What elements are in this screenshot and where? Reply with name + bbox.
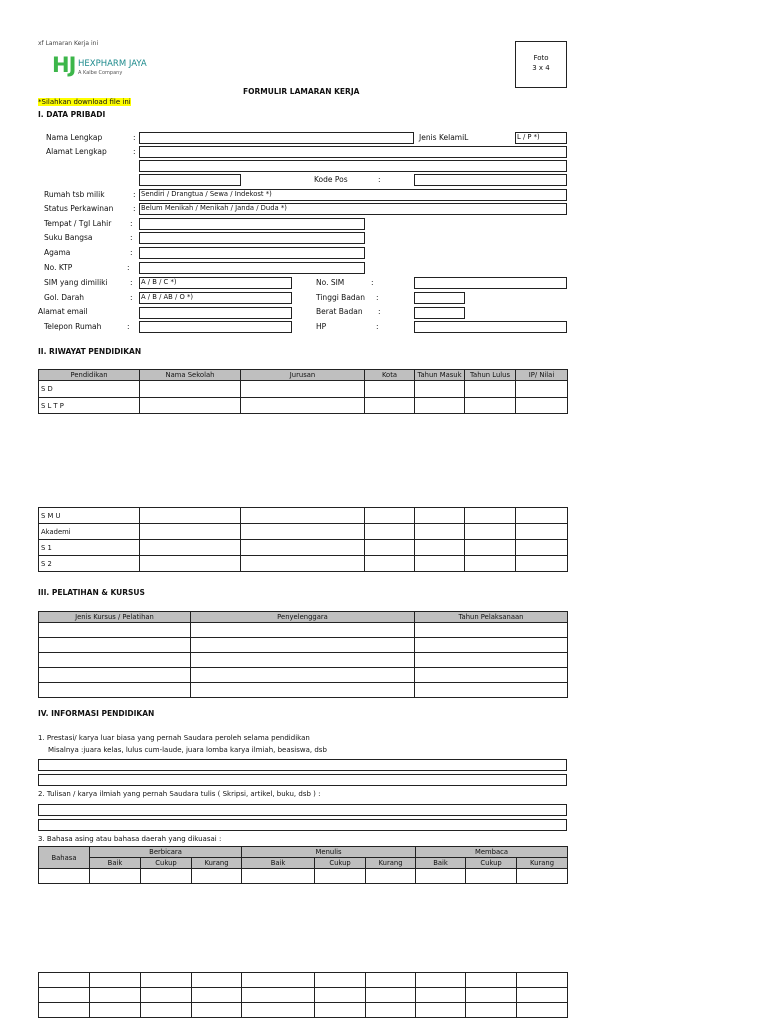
table-row[interactable] bbox=[39, 1003, 568, 1018]
table-cell[interactable] bbox=[415, 668, 568, 683]
suku-field[interactable] bbox=[139, 232, 365, 244]
table-cell[interactable] bbox=[141, 869, 192, 884]
table-cell[interactable] bbox=[415, 540, 465, 556]
col-header: Pendidikan bbox=[39, 370, 140, 381]
col-header: IP/ Nilai bbox=[516, 370, 568, 381]
label-nama: Nama Lengkap bbox=[46, 133, 103, 142]
col-header: Nama Sekolah bbox=[140, 370, 241, 381]
label-telepon: Telepon Rumah bbox=[44, 322, 102, 331]
colon: : bbox=[133, 204, 136, 213]
colon: : bbox=[130, 219, 133, 228]
answer-2-line-1[interactable] bbox=[38, 804, 567, 816]
table-cell[interactable] bbox=[365, 398, 415, 414]
col-header: Penyelenggara bbox=[191, 612, 415, 623]
col-header: Cukup bbox=[141, 858, 192, 869]
section-training-title: III. PELATIHAN & KURSUS bbox=[38, 588, 145, 597]
answer-2-line-2[interactable] bbox=[38, 819, 567, 831]
table-cell[interactable] bbox=[241, 524, 365, 540]
table-cell[interactable] bbox=[141, 988, 192, 1003]
col-header: Cukup bbox=[466, 858, 517, 869]
table-cell[interactable] bbox=[415, 508, 465, 524]
download-note[interactable]: *Silahkan download file ini bbox=[38, 98, 131, 106]
table-header-row bbox=[39, 612, 568, 623]
table-cell[interactable] bbox=[415, 683, 568, 698]
col-header: Cukup bbox=[315, 858, 366, 869]
table-cell[interactable] bbox=[192, 973, 242, 988]
table-cell[interactable] bbox=[315, 988, 366, 1003]
label-agama: Agama bbox=[44, 248, 71, 257]
form-title: FORMULIR LAMARAN KERJA bbox=[243, 87, 360, 96]
col-header: Tahun Lulus bbox=[465, 370, 516, 381]
col-header: Kurang bbox=[192, 858, 242, 869]
alamat-field-3[interactable] bbox=[139, 174, 241, 186]
colon: : bbox=[371, 278, 374, 287]
table-cell[interactable] bbox=[365, 524, 415, 540]
label-alamat: Alamat Lengkap bbox=[46, 147, 107, 156]
colon: : bbox=[133, 147, 136, 156]
table-cell[interactable] bbox=[465, 556, 516, 572]
table-cell[interactable] bbox=[366, 1003, 416, 1018]
table-cell[interactable] bbox=[241, 508, 365, 524]
table-cell[interactable] bbox=[465, 381, 516, 398]
col-header: Kurang bbox=[517, 858, 568, 869]
table-row[interactable] bbox=[39, 988, 568, 1003]
section-education-title: II. RIWAYAT PENDIDIKAN bbox=[38, 347, 142, 356]
jenis-kelamin-field[interactable]: L / P *) bbox=[515, 132, 567, 144]
col-header: Bahasa bbox=[39, 847, 90, 869]
label-status: Status Perkawinan bbox=[44, 204, 114, 213]
education-table-top bbox=[38, 369, 568, 414]
table-cell[interactable] bbox=[90, 869, 141, 884]
label-suku: Suku Bangsa bbox=[44, 233, 93, 242]
table-cell[interactable] bbox=[242, 1003, 315, 1018]
table-cell[interactable] bbox=[39, 668, 191, 683]
photo-size: 3 x 4 bbox=[532, 64, 550, 72]
col-header: Kurang bbox=[366, 858, 416, 869]
photo-label: Foto bbox=[533, 54, 549, 62]
table-cell[interactable] bbox=[191, 668, 415, 683]
photo-box[interactable] bbox=[515, 41, 567, 88]
table-cell[interactable] bbox=[415, 398, 465, 414]
table-cell[interactable] bbox=[466, 988, 517, 1003]
training-table bbox=[38, 611, 568, 698]
label-berat: Berat Badan bbox=[316, 307, 363, 316]
table-cell[interactable] bbox=[241, 556, 365, 572]
table-cell[interactable] bbox=[140, 508, 241, 524]
table-cell[interactable] bbox=[517, 988, 568, 1003]
rumah-field[interactable]: Sendiri / Drangtua / Sewa / Indekost *) bbox=[139, 189, 567, 201]
table-row[interactable] bbox=[39, 524, 568, 540]
label-email: Alamat email bbox=[38, 307, 88, 316]
table-cell[interactable] bbox=[466, 869, 517, 884]
row-label: S M U bbox=[39, 508, 140, 524]
table-cell[interactable] bbox=[366, 869, 416, 884]
table-cell[interactable] bbox=[191, 623, 415, 638]
language-table-continued bbox=[38, 972, 568, 1018]
darah-field[interactable]: A / B / AB / O *) bbox=[139, 292, 292, 304]
table-cell[interactable] bbox=[191, 638, 415, 653]
table-row[interactable] bbox=[39, 398, 568, 414]
table-cell[interactable] bbox=[516, 540, 568, 556]
hp-field[interactable] bbox=[414, 321, 567, 333]
answer-1-line-1[interactable] bbox=[38, 759, 567, 771]
label-ktp: No. KTP bbox=[44, 263, 73, 272]
table-cell[interactable] bbox=[242, 869, 315, 884]
table-cell[interactable] bbox=[366, 973, 416, 988]
col-header: Baik bbox=[416, 858, 466, 869]
table-cell[interactable] bbox=[516, 524, 568, 540]
table-cell[interactable] bbox=[517, 973, 568, 988]
col-header: Jenis Kursus / Pelatihan bbox=[39, 612, 191, 623]
question-3: 3. Bahasa asing atau bahasa daerah yang dikuasai : bbox=[38, 835, 222, 843]
table-cell[interactable] bbox=[416, 1003, 466, 1018]
table-header-row bbox=[39, 847, 568, 858]
table-row[interactable] bbox=[39, 540, 568, 556]
table-cell[interactable] bbox=[192, 1003, 242, 1018]
label-no-sim: No. SIM bbox=[316, 278, 345, 287]
table-row[interactable] bbox=[39, 683, 568, 698]
group-header: Berbicara bbox=[90, 847, 242, 858]
section-info-title: IV. INFORMASI PENDIDIKAN bbox=[38, 709, 155, 718]
table-cell[interactable] bbox=[39, 1003, 90, 1018]
question-1-hint: Misalnya :juara kelas, lulus cum-laude, juara lomba karya ilmiah, beasiswa, dsb bbox=[48, 746, 327, 754]
table-cell[interactable] bbox=[191, 683, 415, 698]
colon: : bbox=[130, 233, 133, 242]
table-cell[interactable] bbox=[39, 638, 191, 653]
question-1: 1. Prestasi/ karya luar biasa yang pernah Saudara peroleh selama pendidikan bbox=[38, 734, 310, 742]
group-header: Membaca bbox=[416, 847, 568, 858]
colon: : bbox=[127, 322, 130, 331]
table-row[interactable] bbox=[39, 556, 568, 572]
table-cell[interactable] bbox=[192, 988, 242, 1003]
colon: : bbox=[130, 293, 133, 302]
table-cell[interactable] bbox=[466, 1003, 517, 1018]
col-header: Tahun Masuk bbox=[415, 370, 465, 381]
table-cell[interactable] bbox=[140, 381, 241, 398]
table-cell[interactable] bbox=[242, 988, 315, 1003]
table-cell[interactable] bbox=[517, 869, 568, 884]
table-cell[interactable] bbox=[415, 381, 465, 398]
table-cell[interactable] bbox=[315, 973, 366, 988]
language-table bbox=[38, 846, 568, 884]
logo-name: HEXPHARM JAYA bbox=[78, 59, 147, 69]
ktp-field[interactable] bbox=[139, 262, 365, 274]
table-cell[interactable] bbox=[365, 381, 415, 398]
label-rumah: Rumah tsb milik bbox=[44, 190, 105, 199]
table-cell[interactable] bbox=[192, 869, 242, 884]
colon: : bbox=[130, 248, 133, 257]
label-jenis-kelamin: Jenis KelamiL bbox=[419, 133, 469, 142]
colon: : bbox=[130, 278, 133, 287]
table-cell[interactable] bbox=[516, 381, 568, 398]
table-cell[interactable] bbox=[415, 524, 465, 540]
table-cell[interactable] bbox=[140, 556, 241, 572]
colon: : bbox=[127, 263, 130, 272]
table-cell[interactable] bbox=[466, 973, 517, 988]
table-cell[interactable] bbox=[90, 973, 141, 988]
table-row[interactable] bbox=[39, 381, 568, 398]
email-field[interactable] bbox=[139, 307, 292, 319]
table-cell[interactable] bbox=[465, 508, 516, 524]
table-cell[interactable] bbox=[242, 973, 315, 988]
table-cell[interactable] bbox=[416, 988, 466, 1003]
table-cell[interactable] bbox=[365, 508, 415, 524]
table-cell[interactable] bbox=[517, 1003, 568, 1018]
alamat-field-2[interactable] bbox=[139, 160, 567, 172]
table-row[interactable] bbox=[39, 668, 568, 683]
col-header: Baik bbox=[90, 858, 141, 869]
table-row[interactable] bbox=[39, 638, 568, 653]
table-cell[interactable] bbox=[465, 524, 516, 540]
company-logo bbox=[52, 53, 75, 77]
row-label: S L T P bbox=[39, 398, 140, 414]
label-hp: HP bbox=[316, 322, 327, 331]
berat-field[interactable] bbox=[414, 307, 465, 319]
table-cell[interactable] bbox=[365, 540, 415, 556]
colon: : bbox=[378, 175, 381, 184]
table-cell[interactable] bbox=[516, 508, 568, 524]
table-cell[interactable] bbox=[241, 398, 365, 414]
row-label: Akademi bbox=[39, 524, 140, 540]
table-cell[interactable] bbox=[415, 556, 465, 572]
sim-field[interactable]: A / B / C *) bbox=[139, 277, 292, 289]
table-cell[interactable] bbox=[90, 1003, 141, 1018]
table-header-row bbox=[39, 370, 568, 381]
table-cell[interactable] bbox=[39, 653, 191, 668]
row-label: S 2 bbox=[39, 556, 140, 572]
label-sim: SIM yang dimiliki bbox=[44, 278, 108, 287]
logo-mark: HJ bbox=[52, 53, 76, 77]
ttl-field[interactable] bbox=[139, 218, 365, 230]
table-cell[interactable] bbox=[39, 973, 90, 988]
agama-field[interactable] bbox=[139, 247, 365, 259]
table-cell[interactable] bbox=[140, 524, 241, 540]
table-cell[interactable] bbox=[140, 540, 241, 556]
table-cell[interactable] bbox=[315, 1003, 366, 1018]
label-kode-pos: Kode Pos bbox=[314, 175, 348, 184]
table-cell[interactable] bbox=[140, 398, 241, 414]
kode-pos-field[interactable] bbox=[414, 174, 567, 186]
table-cell[interactable] bbox=[365, 556, 415, 572]
table-subheader-row bbox=[39, 858, 568, 869]
table-cell[interactable] bbox=[516, 398, 568, 414]
table-cell[interactable] bbox=[415, 623, 568, 638]
label-ttl: Tempat / Tgl Lahir bbox=[44, 219, 112, 228]
row-label: S D bbox=[39, 381, 140, 398]
education-table-bottom bbox=[38, 507, 568, 572]
col-header: Kota bbox=[365, 370, 415, 381]
table-cell[interactable] bbox=[416, 973, 466, 988]
label-darah: Gol. Darah bbox=[44, 293, 85, 302]
colon: : bbox=[133, 133, 136, 142]
table-cell[interactable] bbox=[416, 869, 466, 884]
table-cell[interactable] bbox=[315, 869, 366, 884]
table-cell[interactable] bbox=[39, 988, 90, 1003]
section-personal-title: I. DATA PRIBADI bbox=[38, 110, 106, 119]
table-cell[interactable] bbox=[241, 540, 365, 556]
table-cell[interactable] bbox=[366, 988, 416, 1003]
table-cell[interactable] bbox=[415, 638, 568, 653]
table-cell[interactable] bbox=[465, 540, 516, 556]
table-cell[interactable] bbox=[191, 653, 415, 668]
col-header: Tahun Pelaksanaan bbox=[415, 612, 568, 623]
table-row[interactable] bbox=[39, 623, 568, 638]
table-cell[interactable] bbox=[141, 1003, 192, 1018]
question-2: 2. Tulisan / karya ilmiah yang pernah Saudara tulis ( Skripsi, artikel, buku, dsb ) : bbox=[38, 790, 321, 798]
status-field[interactable]: Belum Menikah / Menikah / Janda / Duda *) bbox=[139, 203, 567, 215]
logo-subtitle: A Kalbe Company bbox=[78, 70, 123, 76]
group-header: Menulis bbox=[242, 847, 416, 858]
no-sim-field[interactable] bbox=[414, 277, 567, 289]
corner-text: xf Lamaran Kerja ini bbox=[38, 40, 99, 47]
table-cell[interactable] bbox=[39, 623, 191, 638]
table-cell[interactable] bbox=[141, 973, 192, 988]
nama-field[interactable] bbox=[139, 132, 414, 144]
table-row[interactable] bbox=[39, 508, 568, 524]
colon: : bbox=[378, 307, 381, 316]
alamat-field-1[interactable] bbox=[139, 146, 567, 158]
table-cell[interactable] bbox=[39, 869, 90, 884]
colon: : bbox=[376, 293, 379, 302]
tinggi-field[interactable] bbox=[414, 292, 465, 304]
col-header: Baik bbox=[242, 858, 315, 869]
answer-1-line-2[interactable] bbox=[38, 774, 567, 786]
table-row[interactable] bbox=[39, 869, 568, 884]
table-cell[interactable] bbox=[39, 683, 191, 698]
table-cell[interactable] bbox=[241, 381, 365, 398]
col-header: Jurusan bbox=[241, 370, 365, 381]
table-row[interactable] bbox=[39, 973, 568, 988]
table-cell[interactable] bbox=[516, 556, 568, 572]
telepon-field[interactable] bbox=[139, 321, 292, 333]
colon: : bbox=[133, 190, 136, 199]
table-cell[interactable] bbox=[415, 653, 568, 668]
label-tinggi: Tinggi Badan bbox=[316, 293, 366, 302]
table-row[interactable] bbox=[39, 653, 568, 668]
table-cell[interactable] bbox=[465, 398, 516, 414]
colon: : bbox=[376, 322, 379, 331]
row-label: S 1 bbox=[39, 540, 140, 556]
table-cell[interactable] bbox=[90, 988, 141, 1003]
